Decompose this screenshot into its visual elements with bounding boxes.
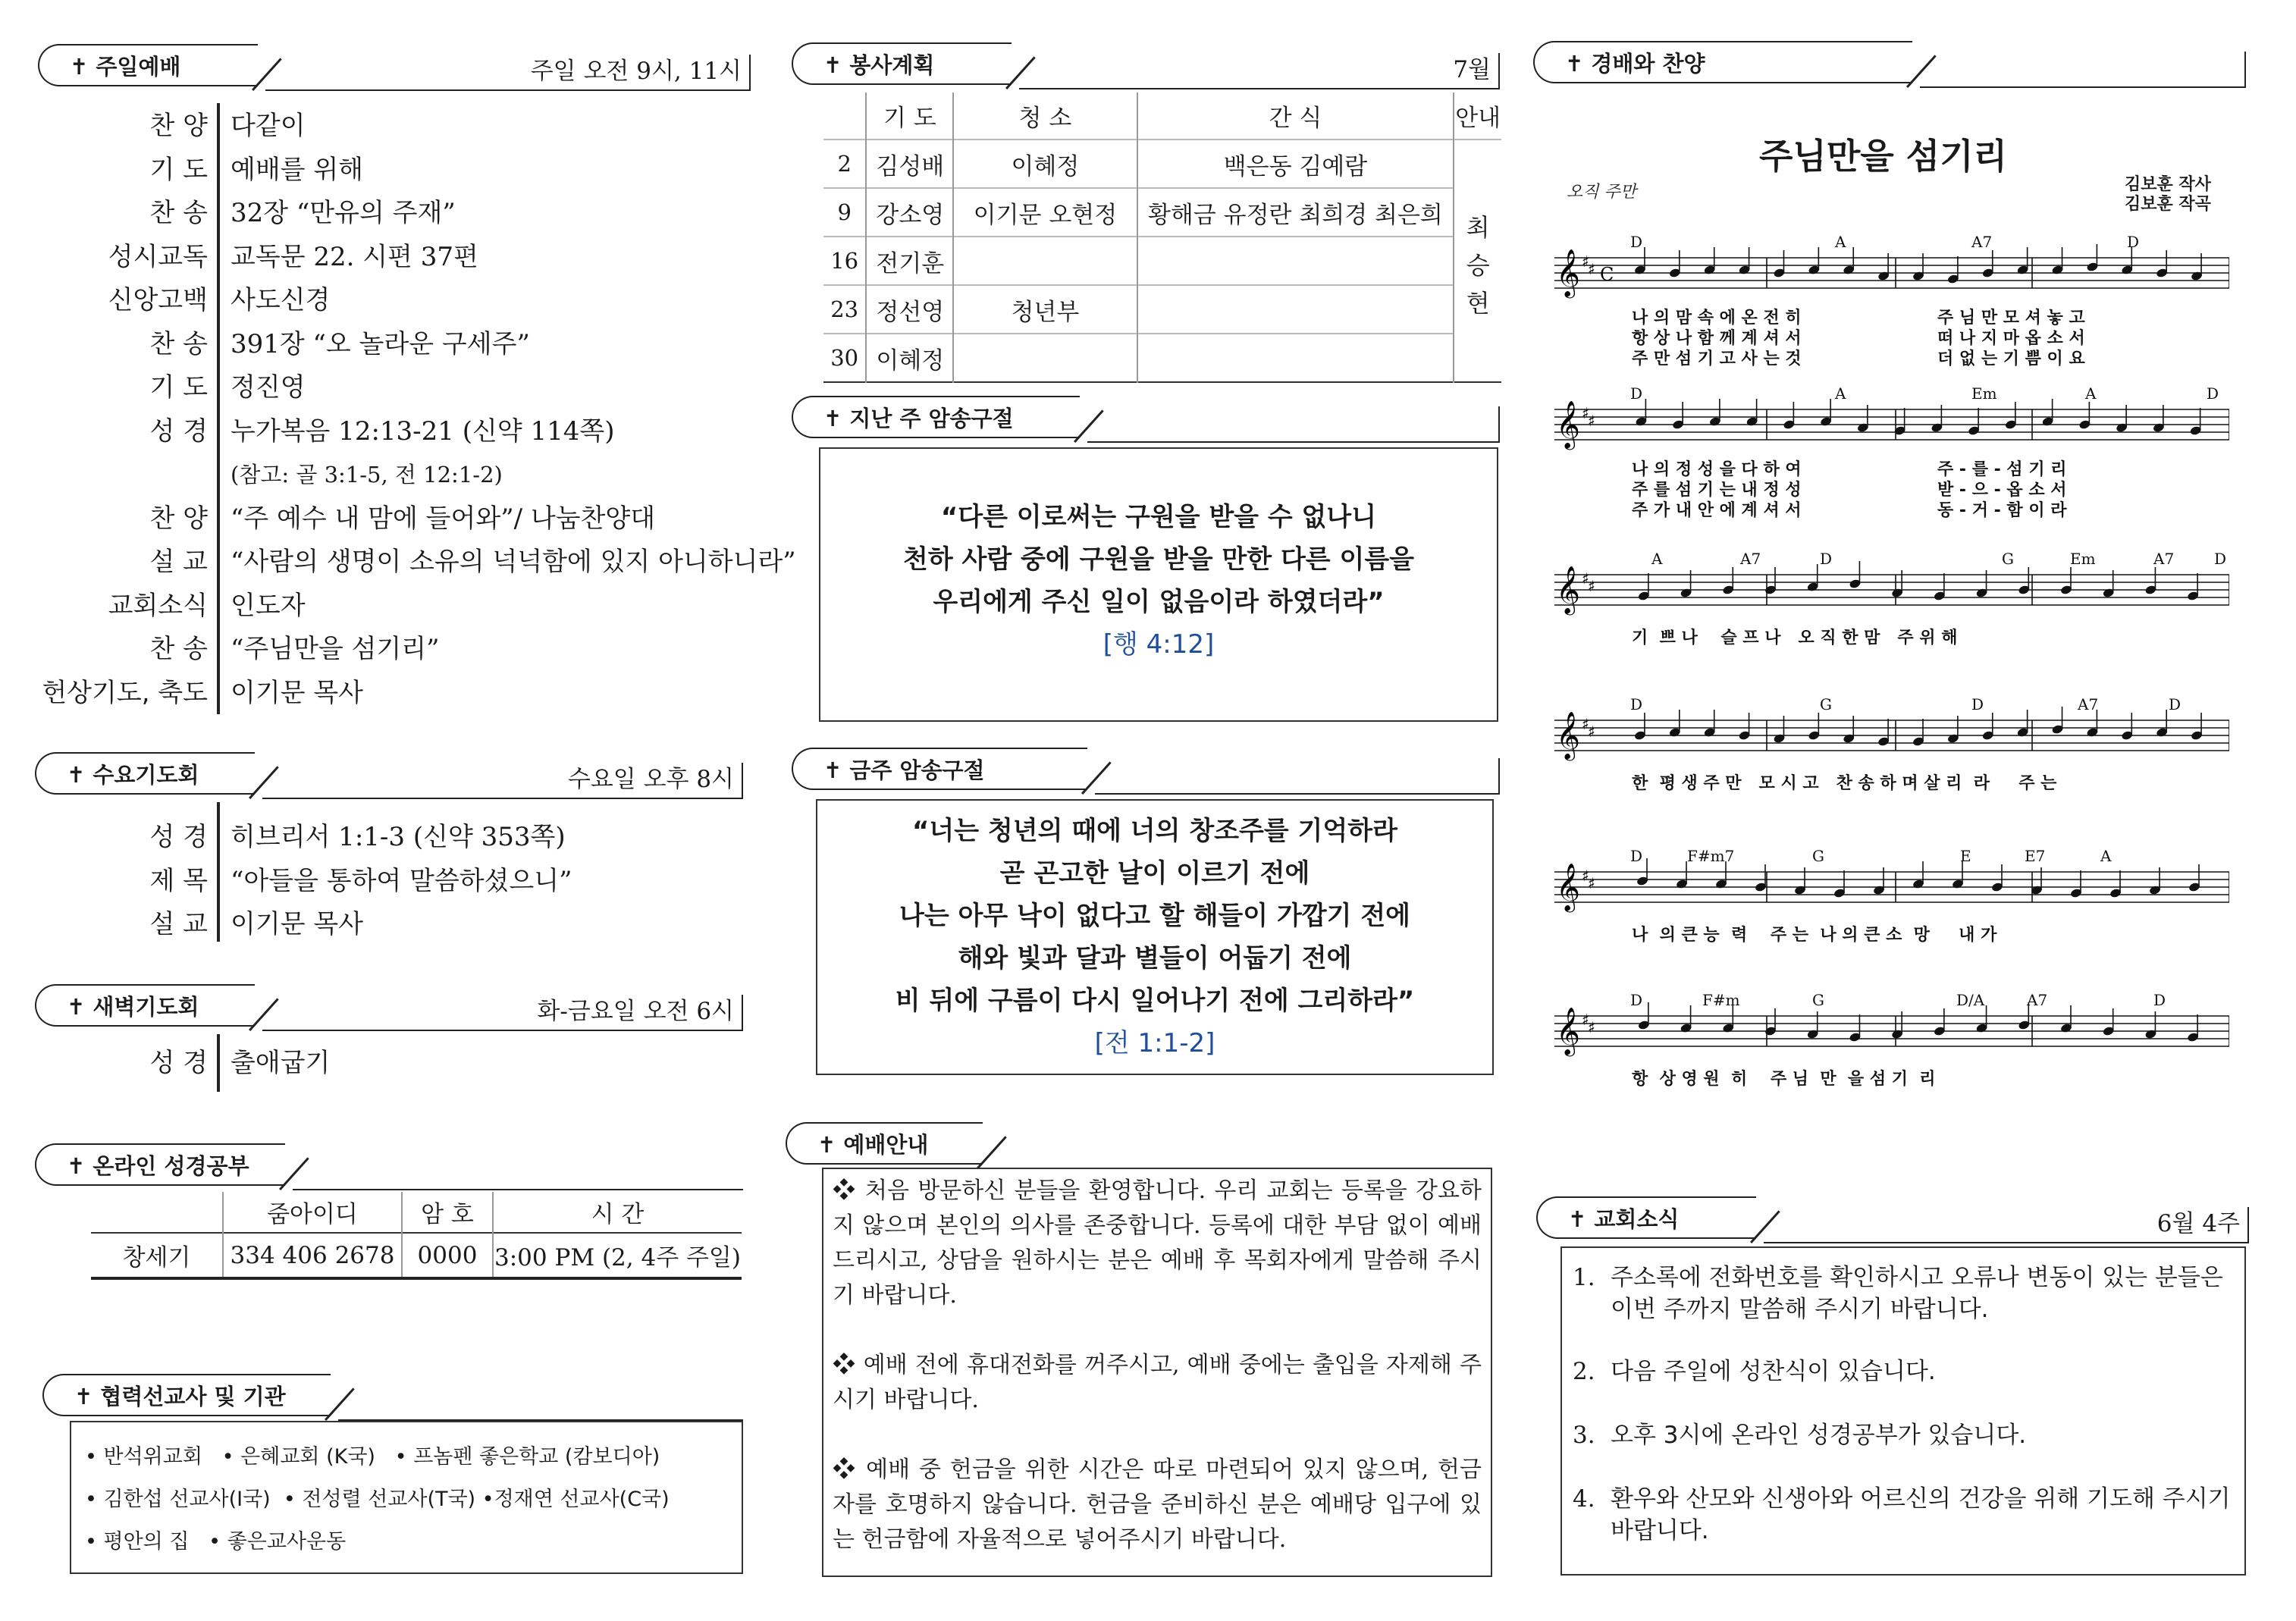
partners-header (42, 1372, 743, 1421)
guide-paragraph: ❖ 예배 중 헌금을 위한 시간은 따로 마련되어 있지 않으며, 헌금자를 호명하지 않습니다. 헌금을 준비하신 분은 예배당 입구에 있는 헌금함에 자율적으로 넣어주시기 바랍니다. (833, 1456, 1482, 1553)
guide-paragraph: ❖ 예배 전에 휴대전화를 꺼주시고, 예배 중에는 출입을 자제해 주시기 바랍니다. (833, 1352, 1482, 1413)
service-cell: 9 (823, 188, 866, 237)
lyric-line: 주 만 섬 기 고 사 는 것 (1632, 350, 1802, 368)
service-cell (1137, 285, 1454, 334)
schedule-value: 다같이 (231, 111, 306, 141)
chord-symbol: A (2100, 847, 2112, 865)
chord-symbol: A7 (2027, 991, 2048, 1009)
treble-clef-icon: 𝄞 (1556, 1007, 1580, 1055)
news-box (1560, 1246, 2246, 1576)
schedule-value: “아들을 통하여 말씀하셨으니” (231, 865, 572, 896)
service-cell: 2 (823, 140, 866, 188)
schedule-value: (참고: 골 3:1-5, 전 12:1-2) (231, 462, 503, 488)
service-cell: 강소영 (866, 188, 953, 237)
chord-symbol: D (1630, 991, 1643, 1009)
dawn-time: 화-금요일 오전 6시 (537, 998, 734, 1025)
service-header-cell: 기 도 (866, 92, 953, 140)
dawn-title: ✝ 새벽기도회 (67, 994, 199, 1020)
lyric-line: 주 님 만 모 셔 놓 고 (1937, 309, 2085, 328)
news-item (1570, 1356, 2234, 1387)
news-item (1570, 1262, 2234, 1325)
schedule-label: 신앙고백 (108, 285, 208, 315)
schedule-value: “사람의 생명이 소유의 넉넉함에 있지 아니하니라” (231, 547, 796, 577)
treble-clef-icon: 𝄞 (1556, 863, 1580, 911)
thisverse-header (792, 746, 1500, 795)
online-cell: 334 406 2678 (223, 1233, 402, 1278)
service-cell: 이기문 오현정 (953, 188, 1137, 237)
verse-line: 비 뒤에 구름이 다시 일어나기 전에 그리하라” (895, 986, 1415, 1016)
schedule-label: 헌상기도, 축도 (42, 677, 208, 708)
key-signature-icon: ♯ (1582, 569, 1589, 588)
online-header-cell: 시 간 (591, 1201, 645, 1228)
treble-clef-icon: 𝄞 (1556, 566, 1580, 613)
key-signature-icon: ♯ (1588, 577, 1595, 595)
news-item-text: 주소록에 전화번호를 확인하시고 오류나 변동이 있는 분들은 이번 주까지 말씀해 주시기 바랍니다. (1611, 1264, 2223, 1323)
news-item (1570, 1483, 2234, 1547)
music-staff (1554, 575, 2229, 605)
lyric-line: 받 - 으 - 옵 소 서 (1937, 481, 2067, 500)
chord-symbol: A (2085, 384, 2097, 403)
chord-symbol: D (1630, 695, 1643, 713)
chord-symbol: A7 (1740, 550, 1761, 568)
partners-box (70, 1421, 743, 1574)
partner-line: • 반석위교회 • 은혜교회 (K국) • 프놈펜 좋은학교 (캄보디아) (85, 1445, 660, 1469)
chord-symbol: G (2002, 550, 2014, 568)
guide-box (822, 1168, 1492, 1577)
schedule-label: 성시교독 (108, 241, 208, 272)
service-cell (953, 237, 1137, 285)
treble-clef-icon: 𝄞 (1556, 249, 1580, 296)
news-week: 6월 4주 (2156, 1210, 2240, 1237)
schedule-value: 391장 “오 놀라운 구세주” (231, 328, 530, 359)
partner-line: • 김한섭 선교사(I국) • 전성렬 선교사(T국) •정재연 선교사(C국) (85, 1488, 670, 1511)
key-signature-icon: ♯ (1582, 715, 1589, 733)
schedule-label: 찬 송 (149, 634, 208, 664)
chord-symbol: G (1812, 847, 1824, 865)
chord-symbol: A (1835, 384, 1846, 403)
thisverse-title: ✝ 금주 암송구절 (823, 757, 985, 783)
lyric-line: 나 의 큰 능 력 주 는 나 의 큰 소 망 내 가 (1632, 926, 1997, 945)
online-cell: 0000 (402, 1233, 493, 1278)
online-table (91, 1192, 742, 1280)
service-month: 7월 (1453, 56, 1491, 83)
music-staff (1554, 409, 2229, 440)
lastverse-header (792, 394, 1500, 443)
chord-symbol: A7 (1971, 233, 1993, 251)
schedule-label: 찬 송 (149, 198, 208, 228)
chord-symbol: D (1630, 233, 1643, 251)
guide-paragraph: ❖ 처음 방문하신 분들을 환영합니다. 우리 교회는 등록을 강요하지 않으며 본인의 의사를 존중합니다. 등록에 대한 부담 없이 예배드리시고, 상담을 원하시는 분은 예배 후 목회자에게 말씀해 주시기 바랍니다. (833, 1177, 1482, 1309)
schedule-value: 정진영 (231, 372, 306, 403)
online-header-cell (91, 1192, 223, 1233)
lyric-line: 주 를 섬 기 는 내 정 성 (1632, 481, 1802, 500)
news-item (1570, 1419, 2234, 1451)
song-tempo: 오직 주만 (1567, 183, 1637, 202)
schedule-value: 인도자 (231, 590, 306, 621)
sunday-divider (217, 103, 220, 714)
schedule-label: 성 경 (149, 415, 208, 447)
online-cell: 창세기 (91, 1233, 223, 1278)
schedule-label: 기 도 (149, 154, 208, 185)
sunday-header (38, 42, 751, 91)
schedule-label: 기 도 (149, 372, 208, 403)
service-cell (1137, 334, 1454, 382)
praise-header (1533, 39, 2246, 88)
wednesday-divider (217, 802, 220, 942)
song-title: 주님만을 섬기리 (1759, 136, 2008, 177)
treble-clef-icon: 𝄞 (1556, 400, 1580, 448)
chord-symbol: D (1630, 384, 1643, 403)
lyric-line: 더 없 는 기 쁨 이 요 (1937, 350, 2085, 368)
song-lyricist: 김보훈 작사 (2125, 175, 2211, 194)
online-header-cell: 암 호 (402, 1192, 493, 1233)
chord-symbol: D (2169, 695, 2182, 713)
schedule-label: 설 교 (149, 547, 208, 577)
lyric-line: 나 의 맘 속 에 온 전 히 (1632, 309, 1802, 328)
online-cell: 3:00 PM (2, 4주 주일) (494, 1244, 741, 1271)
news-item-number: 1. (1573, 1264, 1595, 1291)
chord-symbol: F#m7 (1687, 847, 1735, 865)
schedule-value: 사도신경 (231, 285, 331, 315)
chord-symbol: D (2207, 384, 2219, 403)
service-cell: 김성배 (866, 140, 953, 188)
verse-line: 우리에게 주신 일이 없음이라 하였더라” (933, 587, 1385, 617)
key-signature-icon: ♯ (1582, 867, 1589, 885)
verse-line: 천하 사람 중에 구원을 받을 만한 다른 이름을 (902, 544, 1415, 575)
lyric-line: 주 - 를 - 섬 기 리 (1937, 460, 2067, 479)
service-cell: 전기훈 (866, 237, 953, 285)
verse-line: “너는 청년의 때에 너의 창조주를 기억하라 (912, 816, 1397, 846)
sunday-title: ✝ 주일예배 (70, 54, 181, 80)
sheet-music (1547, 220, 2229, 1107)
guide-title: ✝ 예배안내 (817, 1132, 929, 1158)
service-cell: 이혜정 (953, 140, 1137, 188)
wednesday-header (35, 751, 743, 799)
service-cell: 백은동 김예람 (1137, 140, 1454, 188)
song-composer: 김보훈 작곡 (2125, 195, 2211, 214)
service-cell: 16 (823, 237, 866, 285)
schedule-value: 출애굽기 (231, 1048, 331, 1078)
chord-symbol: G (1812, 991, 1824, 1009)
news-header (1536, 1195, 2249, 1243)
music-staff (1554, 1016, 2229, 1046)
verse-line: 나는 아무 낙이 없다고 할 해들이 가깝기 전에 (899, 901, 1411, 931)
schedule-label: 찬 양 (149, 111, 208, 141)
service-cell (953, 334, 1137, 382)
dawn-header (35, 983, 743, 1031)
key-signature-icon: ♯ (1588, 874, 1595, 892)
dawn-divider (217, 1034, 220, 1092)
key-signature-icon: ♯ (1588, 260, 1595, 278)
chord-symbol: D (2127, 233, 2140, 251)
verse-reference: [행 4:12] (1103, 629, 1215, 660)
online-header (35, 1142, 743, 1190)
schedule-value: 예배를 위해 (231, 154, 364, 185)
service-cell: 23 (823, 285, 866, 334)
sunday-time: 주일 오전 9시, 11시 (530, 58, 742, 85)
schedule-label: 제 목 (149, 865, 208, 896)
guide-header (786, 1121, 1043, 1169)
key-signature-icon: ♯ (1588, 1018, 1595, 1036)
chord-symbol: F#m (1702, 991, 1740, 1009)
schedule-value: 히브리서 1:1-3 (신약 353쪽) (231, 822, 566, 852)
news-item-text: 오후 3시에 온라인 성경공부가 있습니다. (1611, 1422, 2027, 1449)
service-cell: 청년부 (953, 285, 1137, 334)
verse-reference: [전 1:1-2] (1094, 1028, 1215, 1058)
service-title: ✝ 봉사계획 (823, 52, 935, 78)
wednesday-time: 수요일 오후 8시 (567, 766, 734, 793)
chord-symbol: E7 (2025, 847, 2046, 865)
thisverse-box (816, 799, 1494, 1075)
wednesday-title: ✝ 수요기도회 (67, 762, 199, 788)
service-header-cell: 청 소 (953, 92, 1137, 140)
chord-symbol: D (2153, 991, 2166, 1009)
chord-symbol: A (1651, 550, 1663, 568)
lyric-line: 주 가 내 안 에 계 셔 서 (1632, 501, 1802, 520)
schedule-label: 설 교 (149, 909, 208, 939)
schedule-value: “주님만을 섬기리” (231, 634, 440, 664)
lastverse-box (819, 447, 1498, 722)
chord-symbol: D (2214, 550, 2227, 568)
lyric-line: 항 상 나 함 께 계 셔 서 (1632, 329, 1802, 348)
partners-title: ✝ 협력선교사 및 기관 (74, 1384, 286, 1409)
service-cell: 30 (823, 334, 866, 382)
schedule-value: 32장 “만유의 주재” (231, 198, 456, 228)
schedule-label: 찬 양 (149, 503, 208, 534)
lyric-line: 동 - 거 - 함 이 라 (1937, 501, 2067, 520)
chord-symbol: A7 (2153, 550, 2175, 568)
praise-title: ✝ 경배와 찬양 (1565, 51, 1705, 77)
online-header-cell: 줌아이디 (223, 1192, 402, 1233)
service-cell: 이혜정 (866, 334, 953, 382)
schedule-label: 성 경 (149, 1048, 208, 1078)
lyric-line: 항 상 영 원 히 주 님 만 을 섬 기 리 (1632, 1070, 1936, 1089)
schedule-value: “주 예수 내 맘에 들어와”/ 나눔찬양대 (231, 503, 656, 534)
verse-line: 해와 빛과 달과 별들이 어둡기 전에 (958, 943, 1352, 974)
news-item-number: 2. (1573, 1358, 1595, 1385)
chord-symbol: Em (1971, 384, 1997, 403)
time-signature: C (1600, 264, 1614, 285)
chord-symbol: D/A (1956, 991, 1985, 1009)
treble-clef-icon: 𝄞 (1556, 711, 1580, 759)
lyric-line: 떠 나 지 마 옵 소 서 (1937, 329, 2085, 348)
online-title: ✝ 온라인 성경공부 (67, 1153, 249, 1179)
key-signature-icon: ♯ (1582, 404, 1589, 422)
verse-line: 곧 곤고한 날이 이르기 전에 (999, 858, 1310, 889)
chord-symbol: E (1960, 847, 1971, 865)
key-signature-icon: ♯ (1582, 252, 1589, 271)
news-item-text: 환우와 산모와 신생아와 어르신의 건강을 위해 기도해 주시기 바랍니다. (1611, 1485, 2231, 1544)
key-signature-icon: ♯ (1588, 723, 1595, 741)
chord-symbol: Em (2070, 550, 2096, 568)
schedule-value: 교독문 22. 시편 37편 (231, 241, 478, 272)
schedule-value: 이기문 목사 (231, 909, 364, 939)
service-cell: 정선영 (866, 285, 953, 334)
key-signature-icon: ♯ (1588, 412, 1595, 430)
service-cell (1137, 237, 1454, 285)
service-header-cell: 안내 (1455, 105, 1501, 132)
service-header (792, 41, 1500, 89)
schedule-value: 이기문 목사 (231, 677, 364, 708)
news-title: ✝ 교회소식 (1568, 1206, 1680, 1232)
chord-symbol: D (1820, 550, 1833, 568)
music-staff (1554, 872, 2229, 902)
lyric-line: 나 의 정 성 을 다 하 여 (1632, 460, 1802, 479)
chord-symbol: D (1630, 847, 1643, 865)
schedule-value: 누가복음 12:13-21 (신약 114쪽) (231, 415, 615, 447)
partner-line: • 평안의 집 • 좋은교사운동 (85, 1530, 347, 1554)
lastverse-title: ✝ 지난 주 암송구절 (823, 406, 1014, 431)
service-header-cell: 간 식 (1137, 92, 1454, 140)
verse-line: “다른 이로써는 구원을 받을 수 없나니 (940, 502, 1377, 532)
chord-symbol: A (1835, 233, 1846, 251)
chord-symbol: A7 (2078, 695, 2099, 713)
service-guide: 최 승 현 (1466, 213, 1490, 318)
news-item-text: 다음 주일에 성찬식이 있습니다. (1611, 1358, 1936, 1385)
news-item-number: 4. (1573, 1485, 1595, 1513)
service-table (823, 92, 1501, 383)
lyric-line: 한 평 생 주 만 모 시 고 찬 송 하 며 살 리 라 주 는 (1632, 774, 2057, 793)
key-signature-icon: ♯ (1582, 1011, 1589, 1029)
news-item-number: 3. (1573, 1422, 1595, 1449)
service-cell: 황해금 유정란 최희경 최은희 (1137, 188, 1454, 237)
schedule-label: 성 경 (149, 822, 208, 852)
chord-symbol: D (1971, 695, 1984, 713)
chord-symbol: G (1820, 695, 1832, 713)
lyric-line: 기 쁘 나 슬 프 나 오 직 한 맘 주 위 해 (1632, 629, 1958, 647)
schedule-label: 교회소식 (108, 590, 208, 621)
schedule-label: 찬 송 (149, 328, 208, 359)
